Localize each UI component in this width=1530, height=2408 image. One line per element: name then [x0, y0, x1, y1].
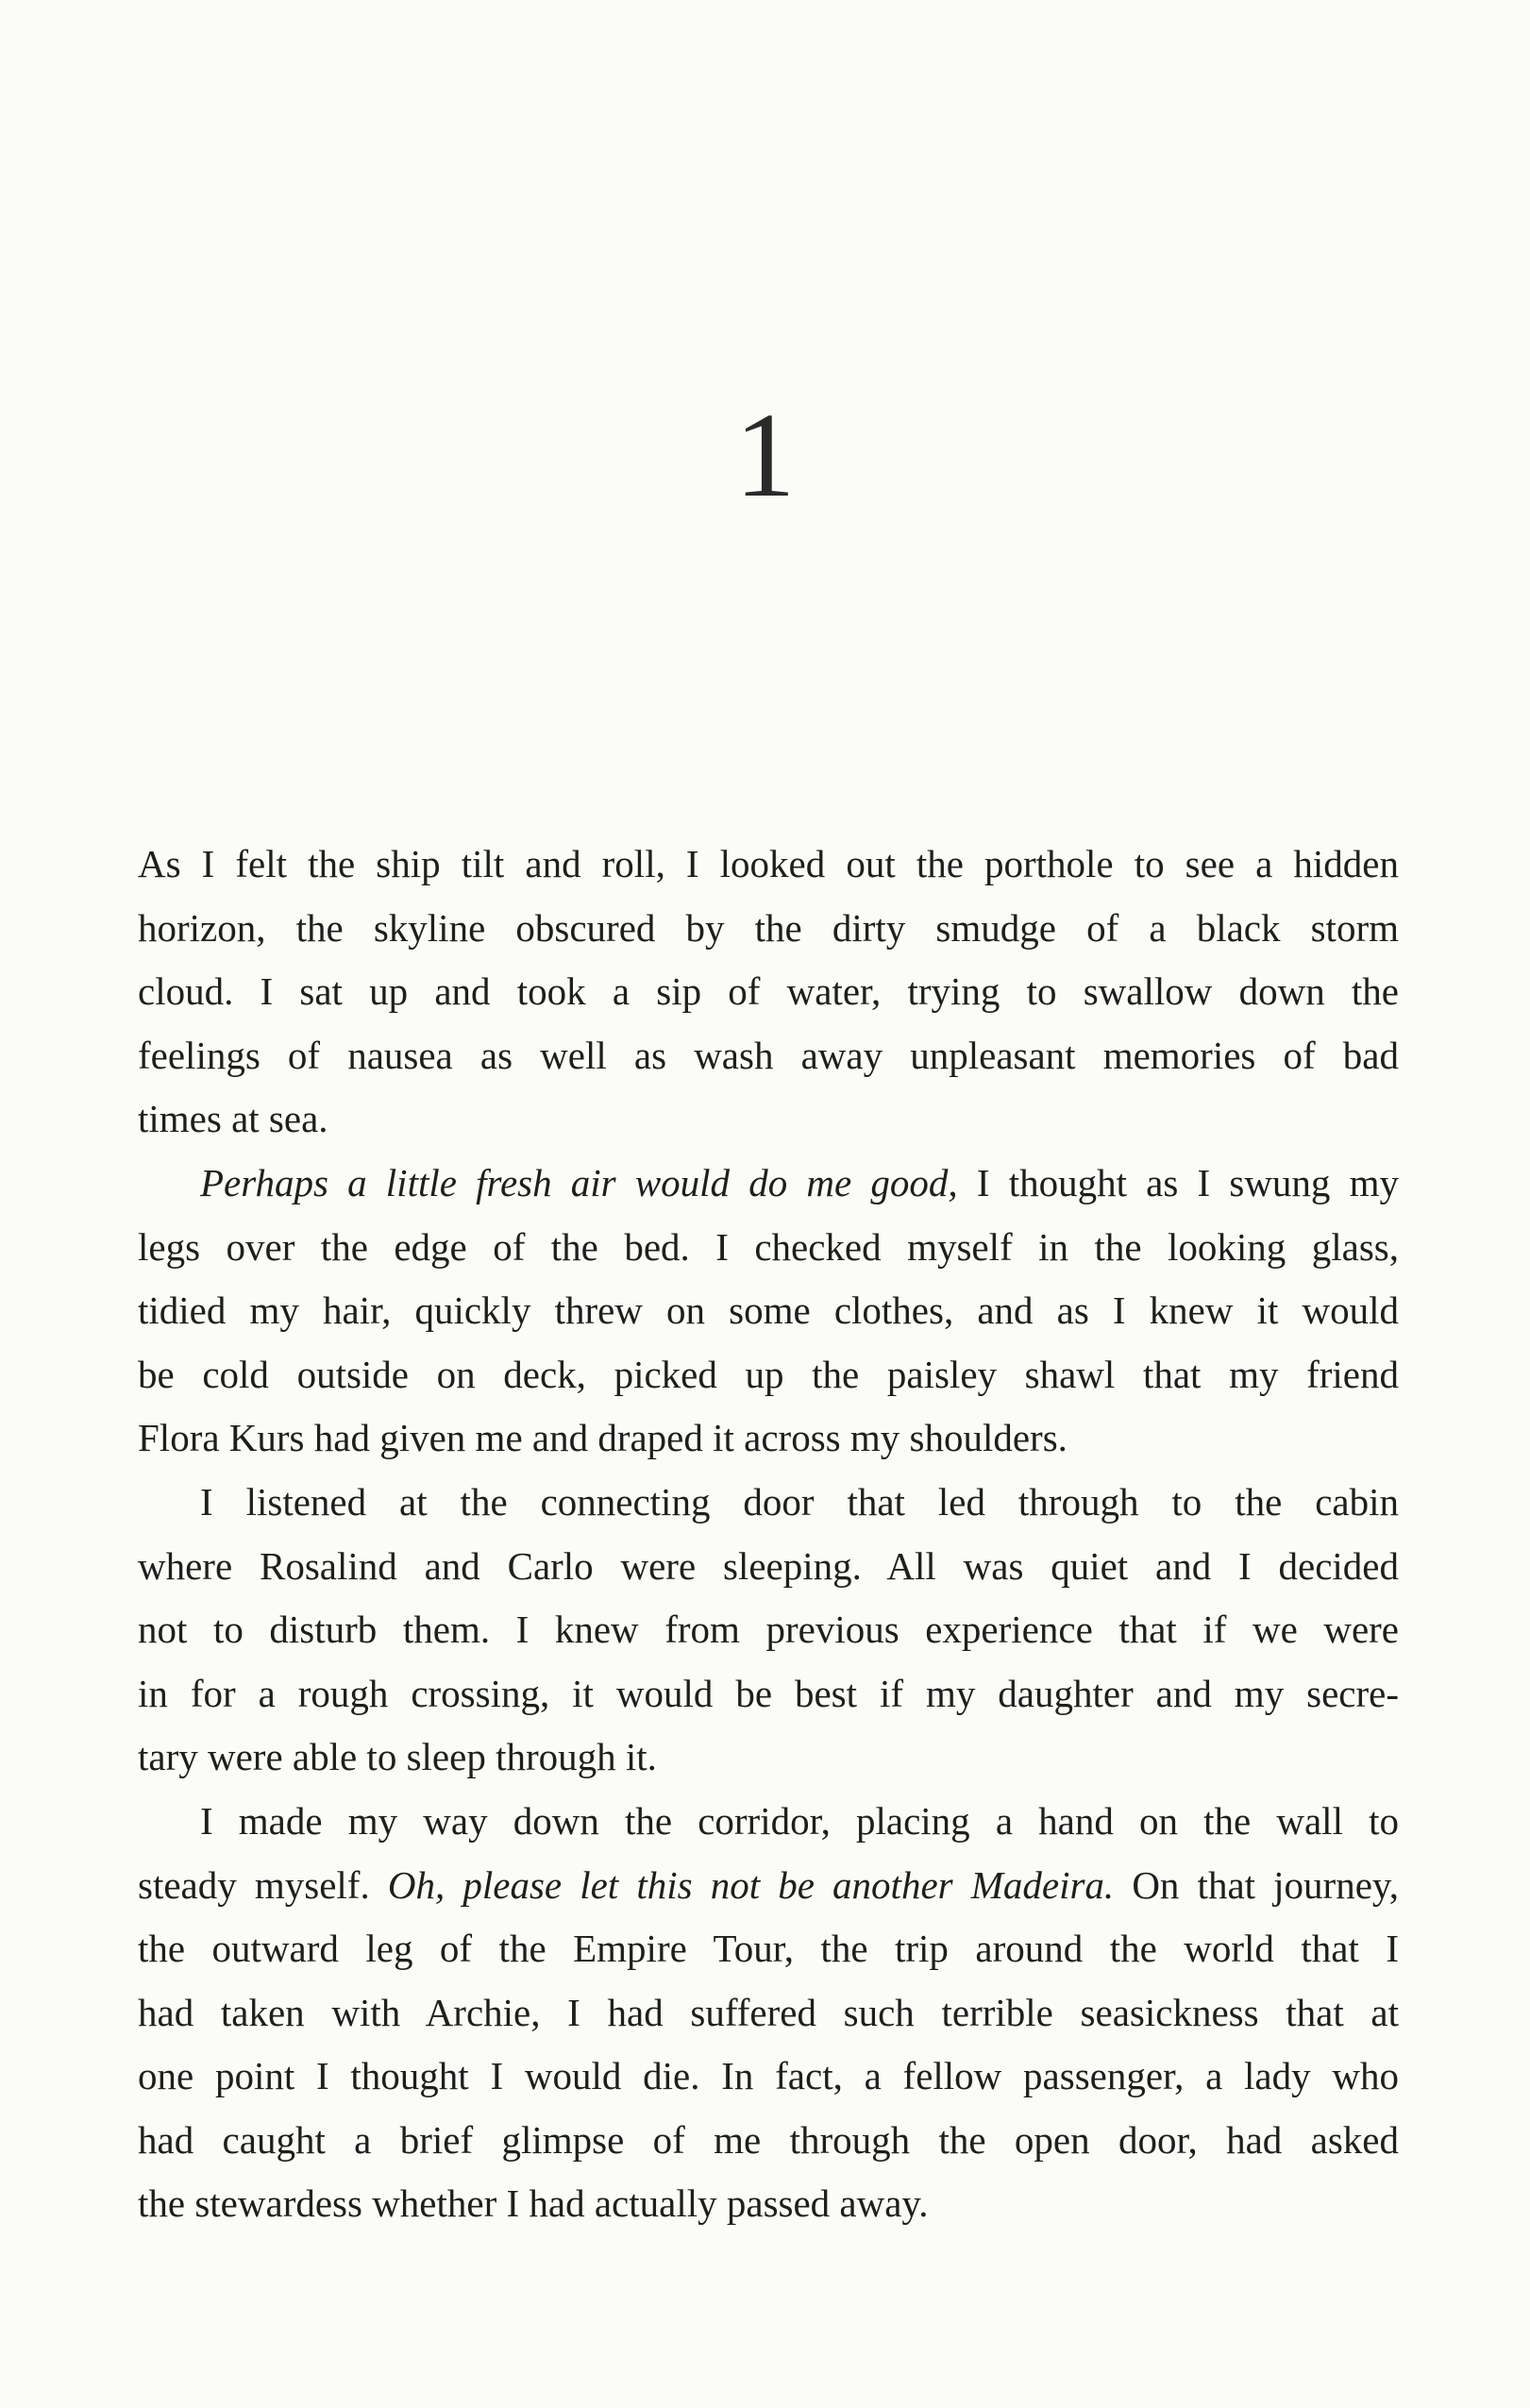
paragraph-4-line-7: the stewardess whether I had actually passed away. [138, 2181, 929, 2226]
paragraph-3-line-1: I listened at the connecting door that led through to the cabin [200, 1479, 1399, 1524]
paragraph-3-line-3: not to disturb them. I knew from previous experience that if we were [138, 1608, 1399, 1652]
paragraph-1-line-4: feelings of nausea as well as wash away unpleasant memories of bad [138, 1033, 1399, 1077]
paragraph-4-line-2 [138, 1854, 1399, 1918]
paragraph-1-line-1: As I felt the ship tilt and roll, I looked out the porthole to see a hidden [138, 842, 1399, 885]
paragraph-4-line-5: one point I thought I would die. In fact, a fellow passenger, a lady who [138, 2054, 1399, 2098]
paragraph-2-line-4: be cold outside on deck, picked up the paisley shawl that my friend [138, 1352, 1399, 1396]
paragraph-2-line-3: tidied my hair, quickly threw on some clothes, and as I knew it would [138, 1288, 1399, 1333]
paragraph-1-line-5: times at sea. [138, 1097, 328, 1141]
paragraph-2-line-5: Flora Kurs had given me and draped it across my shoulders. [138, 1416, 1068, 1460]
paragraph-4-line-4: had taken with Archie, I had suffered such terrible seasickness that at [138, 1990, 1399, 2034]
paragraph-2-italic-lead: Perhaps a little fresh air would do me good, [200, 1160, 958, 1204]
paragraph-4-italic-phrase: Oh, please let this not be another Madeira. [387, 1862, 1115, 1907]
paragraph-4-line-1: I made my way down the corridor, placing a hand on the wall to [200, 1798, 1399, 1843]
paragraph-2-line-1 [138, 1152, 1399, 1216]
paragraph-2-line-2: legs over the edge of the bed. I checked myself in the looking glass, [138, 1224, 1399, 1269]
paragraph-1-line-2: horizon, the skyline obscured by the dirty smudge of a black storm [138, 905, 1399, 950]
paragraph-4-line-2-start: steady myself. [138, 1862, 388, 1907]
chapter-body [138, 833, 1399, 2236]
paragraph-4-line-3: the outward leg of the Empire Tour, the trip around the world that I [138, 1927, 1399, 1971]
chapter-number: 1 [734, 388, 796, 522]
paragraph-2-line-1-rest: I thought as I swung my [957, 1160, 1400, 1204]
paragraph-4-line-6: had caught a brief glimpse of me through the open door, had asked [138, 2117, 1399, 2162]
paragraph-3-line-4: in for a rough crossing, it would be best if my daughter and my secre- [138, 1671, 1399, 1715]
paragraph-1-line-3: cloud. I sat up and took a sip of water, trying to swallow down the [138, 969, 1399, 1014]
paragraph-3-line-5: tary were able to sleep through it. [138, 1735, 657, 1779]
paragraph-4-line-2-end: On that journey, [1114, 1862, 1400, 1907]
paragraph-3-line-2: where Rosalind and Carlo were sleeping. All was quiet and I decided [138, 1543, 1399, 1588]
